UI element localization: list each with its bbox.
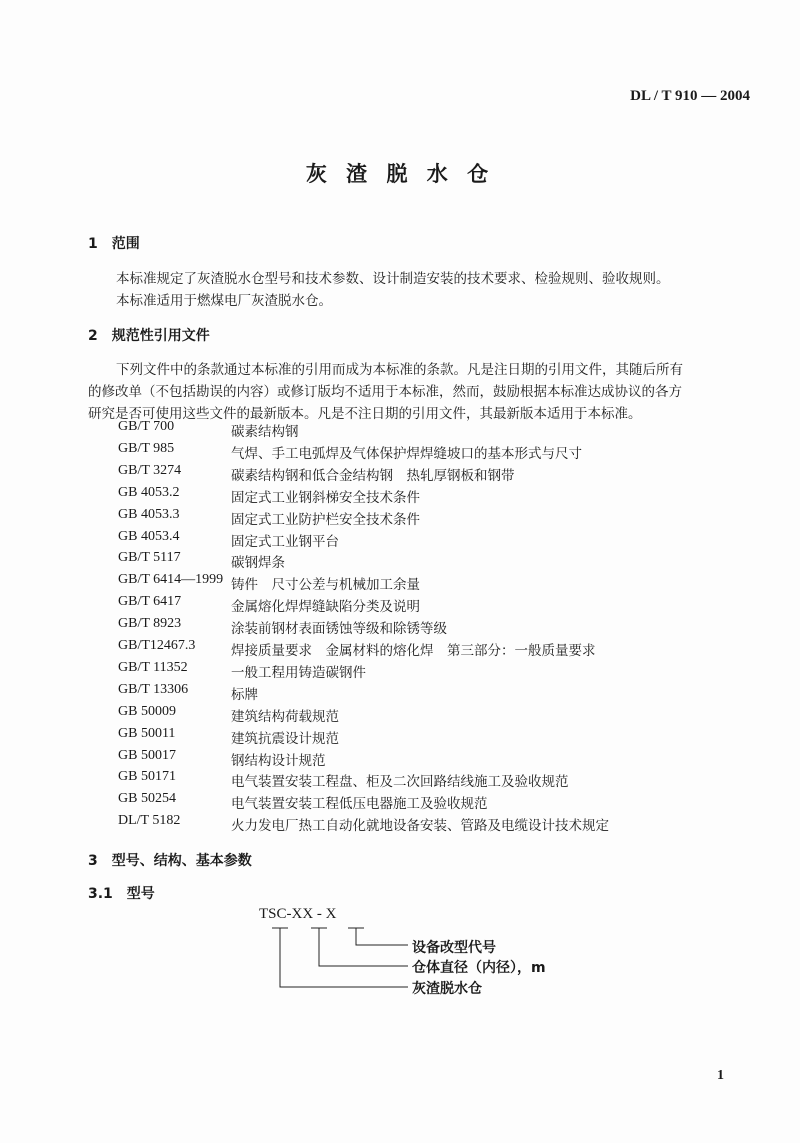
reference-code: GB/T 700: [118, 419, 175, 434]
reference-title: 建筑抗震设计规范: [231, 730, 339, 747]
reference-title: 火力发电厂热工自动化就地设备安装、管路及电缆设计技术规定: [231, 818, 609, 835]
reference-code: GB 50017: [118, 747, 176, 763]
reference-title: 铸件 尺寸公差与机械加工余量: [231, 577, 420, 594]
reference-code: GB/T 11352: [118, 659, 188, 675]
reference-code: GB/T 6414—1999: [118, 572, 224, 588]
reference-code: GB 50254: [118, 791, 176, 807]
standard-number: DL / T 910 — 2004: [630, 88, 750, 104]
reference-code: GB 4053.4: [118, 528, 180, 544]
reference-title: 一般工程用铸造碳钢件: [231, 664, 366, 681]
page-title: 灰 渣 脱 水 仓: [305, 162, 495, 186]
reference-title: 碳素结构钢: [231, 424, 299, 440]
section-3-heading: 3 型号、结构、基本参数: [88, 853, 252, 869]
bracket-x: [348, 928, 408, 945]
reference-title: 涂装前钢材表面锈蚀等级和除锈等级: [231, 621, 447, 638]
reference-title: 气焊、手工电弧焊及气体保护焊焊缝坡口的基本形式与尺寸: [231, 445, 582, 462]
paragraph-line: 下列文件中的条款通过本标准的引用而成为本标准的条款。凡是注日期的引用文件，其随后所有: [116, 362, 683, 378]
reference-title: 电气装置安装工程盘、柜及二次回路结线施工及验收规范: [231, 774, 569, 791]
reference-title: 碳钢焊条: [231, 555, 285, 572]
paragraph: 本标准规定了灰渣脱水仓型号和技术参数、设计制造安装的技术要求、检验规则、验收规则。: [116, 271, 670, 287]
paragraph-line: 的修改单（不包括勘误的内容）或修订版均不适用于本标准，然而，鼓励根据本标准达成协议的各方: [88, 384, 682, 400]
reference-title: 碳素结构钢和低合金结构钢 热轧厚钢板和钢带: [231, 467, 515, 484]
reference-code: GB 50009: [118, 703, 176, 719]
section-3-1-heading: 3.1 型号: [88, 886, 155, 902]
reference-title: 固定式工业钢平台: [231, 533, 339, 550]
reference-code: GB 4053.3: [118, 506, 180, 522]
reference-title: 电气装置安装工程低压电器施工及验收规范: [231, 796, 488, 813]
reference-code: GB 4053.2: [118, 484, 180, 500]
reference-title: 固定式工业防护栏安全技术条件: [231, 511, 420, 528]
paragraph-line: 研究是否可使用这些文件的最新版本。凡是不注日期的引用文件，其最新版本适用于本标准。: [88, 406, 642, 422]
model-code: TSC-XX - X: [259, 906, 337, 922]
bracket-tsc: [272, 928, 408, 987]
reference-title: 固定式工业钢斜梯安全技术条件: [231, 489, 420, 506]
reference-code: DL/T 5182: [118, 813, 181, 829]
reference-title: 标牌: [231, 686, 258, 703]
bracket-xx: [311, 928, 408, 966]
reference-code: GB/T 5117: [118, 550, 181, 566]
reference-title: 建筑结构荷载规范: [231, 708, 339, 725]
reference-title: 金属熔化焊焊缝缺陷分类及说明: [231, 599, 420, 616]
paragraph: 本标准适用于燃煤电厂灰渣脱水仓。: [116, 293, 332, 309]
reference-code: GB/T12467.3: [118, 638, 196, 653]
model-label-variant: 设备改型代号: [412, 940, 496, 956]
reference-title: 钢结构设计规范: [231, 752, 326, 769]
reference-code: GB/T 8923: [118, 616, 182, 632]
model-label-name: 灰渣脱水仓: [412, 981, 482, 997]
section-2-heading: 2 规范性引用文件: [88, 328, 210, 344]
model-label-diameter: 仓体直径（内径），m: [412, 960, 546, 976]
reference-code: GB/T 985: [118, 440, 175, 456]
reference-code: GB 50171: [118, 769, 176, 785]
reference-title: 焊接质量要求 金属材料的熔化焊 第三部分：一般质量要求: [231, 643, 596, 659]
reference-code: GB/T 3274: [118, 462, 182, 478]
reference-code: GB/T 13306: [118, 681, 189, 697]
reference-code: GB/T 6417: [118, 594, 182, 610]
page-number: 1: [717, 1068, 724, 1083]
section-1-heading: 1 范围: [88, 236, 140, 252]
reference-code: GB 50011: [118, 725, 176, 741]
